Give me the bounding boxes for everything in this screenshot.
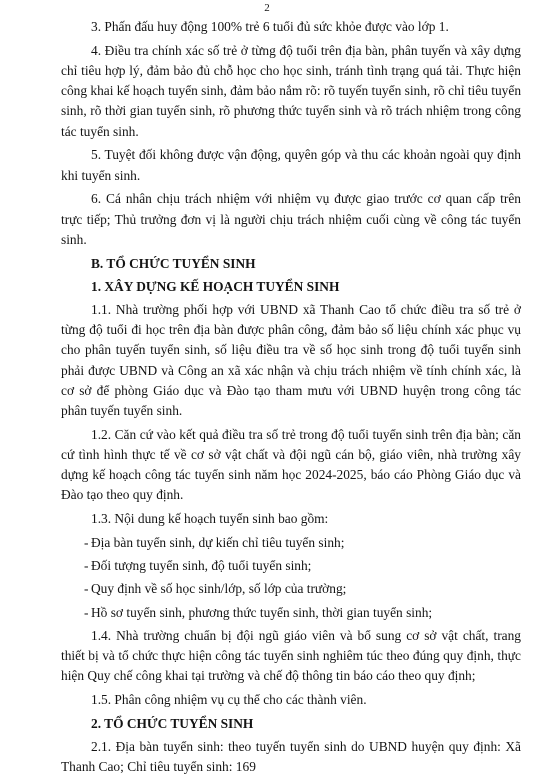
paragraph-2-1: 2.1. Địa bàn tuyển sinh: theo tuyến tuyển sinh do UBND huyện quy định: Xã Thanh Cao; Chỉ tiêu tuyển sinh: 169 xyxy=(61,739,521,775)
list-bullet: - xyxy=(84,558,89,574)
paragraph-5: 5. Tuyệt đối không được vận động, quyên góp và thu các khoản ngoài quy định khi tuyển sinh. xyxy=(61,147,521,183)
list-item-text: Quy định về số học sinh/lớp, số lớp của trường; xyxy=(91,581,347,597)
section-heading-2: 2. TỔ CHỨC TUYỂN SINH xyxy=(91,715,254,731)
list-item xyxy=(84,533,521,553)
paragraph-1-5: 1.5. Phân công nhiệm vụ cụ thể cho các thành viên. xyxy=(91,692,367,708)
list-item xyxy=(84,603,521,623)
paragraph-4: 4. Điều tra chính xác số trẻ ở từng độ tuổi trên địa bàn, phân tuyến và xây dựng chỉ tiêu hợp lý, đảm bảo đủ chỗ học cho học sinh, tránh tình trạng quá tải. Thực hiện công khai kế hoạch tuyển sinh, đảm bảo nắm rõ: rõ tuyến tuyển sinh, rõ chỉ tiêu tuyển sinh, rõ thời gian tuyển sinh, rõ phương thức tuyển sinh và rõ trách nhiệm trong công tác tuyển sinh. xyxy=(61,42,522,139)
list-item xyxy=(84,556,521,576)
document-body xyxy=(61,17,521,778)
list-item-text: Hồ sơ tuyển sinh, phương thức tuyển sinh, thời gian tuyển sinh; xyxy=(91,604,433,620)
list-item-text: Địa bàn tuyển sinh, dự kiến chỉ tiêu tuyển sinh; xyxy=(91,535,345,551)
content-list xyxy=(61,533,521,623)
list-bullet: - xyxy=(84,604,89,620)
paragraph-1-4: 1.4. Nhà trường chuẩn bị đội ngũ giáo viên và bổ sung cơ sở vật chất, trang thiết bị và tổ chức thực hiện công tác tuyển sinh nghiêm túc theo đúng quy định, thực hiện Quy chế công khai tại trường và chế độ thông tin báo cáo theo quy định; xyxy=(61,627,521,684)
paragraph-1-1: 1.1. Nhà trường phối hợp với UBND xã Thanh Cao tổ chức điều tra số trẻ ở từng độ tuổi đi học trên địa bàn được phân công, đảm bảo số liệu chính xác phục vụ cho phân tuyến tuyển sinh, số liệu điều tra về số học sinh trong độ tuổi tuyển sinh phải được UBND và Công an xã xác nhận và chịu trách nhiệm về tính chính xác, là cơ sở để phòng Giáo dục và Đào tạo tham mưu với UBND huyện trong công tác phân tuyến tuyển sinh. xyxy=(61,302,521,419)
section-heading-1: 1. XÂY DỰNG KẾ HOẠCH TUYỂN SINH xyxy=(91,278,340,294)
list-item-text: Đối tượng tuyển sinh, độ tuổi tuyển sinh; xyxy=(91,558,312,574)
section-heading-b: B. TỔ CHỨC TUYỂN SINH xyxy=(91,255,256,271)
list-bullet: - xyxy=(84,535,89,551)
paragraph-1-3: 1.3. Nội dung kế hoạch tuyển sinh bao gồm: xyxy=(91,511,329,527)
list-bullet: - xyxy=(84,581,89,597)
paragraph-6: 6. Cá nhân chịu trách nhiệm với nhiệm vụ được giao trước cơ quan cấp trên trực tiếp; Thủ trưởng đơn vị là người chịu trách nhiệm cuối cùng về công tác tuyển sinh. xyxy=(61,191,521,247)
paragraph-3: 3. Phấn đấu huy động 100% trẻ 6 tuổi đủ sức khỏe được vào lớp 1. xyxy=(91,19,449,34)
paragraph-1-2: 1.2. Căn cứ vào kết quả điều tra số trẻ trong độ tuổi tuyển sinh trên địa bàn; căn cứ tình hình thực tế về cơ sở vật chất và đội ngũ cán bộ, giáo viên, nhà trường xây dựng kế hoạch công tác tuyển sinh năm học 2024-2025, báo cáo Phòng Giáo dục và Đào tạo theo quy định. xyxy=(61,426,521,503)
list-item xyxy=(84,579,521,599)
page-number: 2 xyxy=(264,2,270,14)
